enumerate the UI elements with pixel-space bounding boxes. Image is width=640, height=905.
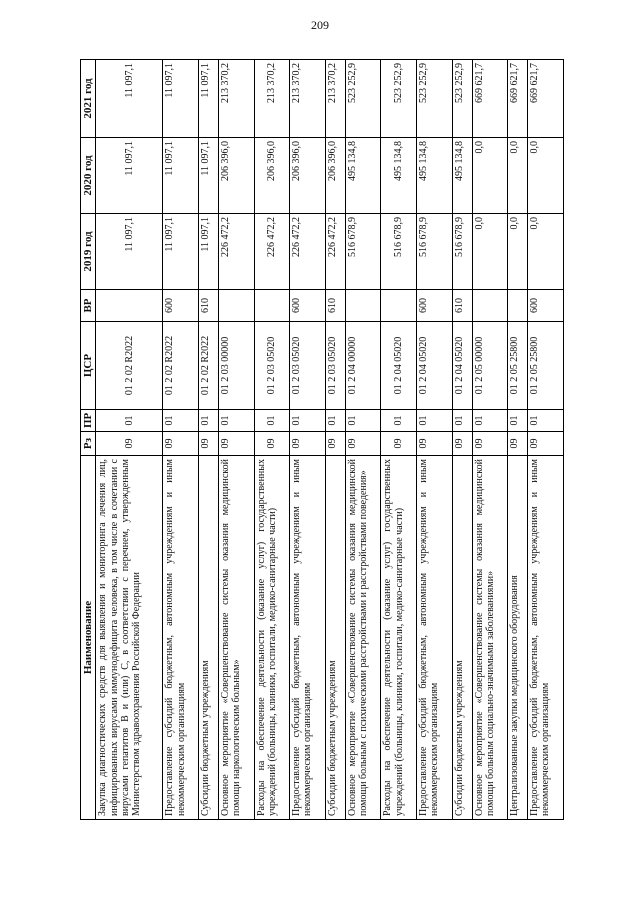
row-rz: 09 [96, 432, 163, 456]
row-vr [218, 290, 254, 322]
row-2021: 213 370,2 [218, 60, 254, 138]
table-row [96, 60, 163, 820]
row-2019: 226 472,2 [325, 214, 345, 290]
row-name: Предоставление субсидий бюджетным, автономным учреждениям и иным некоммерческим организациям [417, 456, 453, 820]
row-2021: 669 621,7 [508, 60, 528, 138]
row-vr [381, 290, 417, 322]
row-2019: 11 097,1 [163, 214, 199, 290]
table-row [290, 60, 326, 820]
header-cell: ПР [81, 410, 96, 432]
row-2019: 516 678,9 [381, 214, 417, 290]
row-2020: 0,0 [508, 138, 528, 214]
row-2021: 669 621,7 [472, 60, 508, 138]
header-cell: 2020 год [81, 138, 96, 214]
row-csr: 01 2 04 00000 [345, 322, 381, 410]
row-name: Субсидии бюджетным учреждениям [452, 456, 472, 820]
row-2020: 206 396,0 [218, 138, 254, 214]
row-name: Основное мероприятие «Совершенствование системы оказания медицинской помощи наркологическим больным» [218, 456, 254, 820]
row-vr: 600 [163, 290, 199, 322]
row-pr: 01 [96, 410, 163, 432]
table-row [345, 60, 381, 820]
header-cell: 2021 год [81, 60, 96, 138]
row-2021: 213 370,2 [325, 60, 345, 138]
row-csr: 01 2 03 05020 [325, 322, 345, 410]
row-csr: 01 2 02 R2022 [163, 322, 199, 410]
row-name: Основное мероприятие «Совершенствование системы оказания медицинской помощи больным социально-значимыми заболеваниями» [472, 456, 508, 820]
row-pr: 01 [417, 410, 453, 432]
row-vr: 610 [199, 290, 219, 322]
row-2020: 495 134,8 [381, 138, 417, 214]
row-pr: 01 [254, 410, 290, 432]
row-pr: 01 [472, 410, 508, 432]
row-pr: 01 [452, 410, 472, 432]
row-vr [345, 290, 381, 322]
row-name: Предоставление субсидий бюджетным, автономным учреждениям и иным некоммерческим организациям [290, 456, 326, 820]
row-2019: 226 472,2 [218, 214, 254, 290]
row-pr: 01 [163, 410, 199, 432]
row-name: Субсидии бюджетным учреждениям [325, 456, 345, 820]
row-2020: 206 396,0 [254, 138, 290, 214]
row-vr: 610 [452, 290, 472, 322]
row-pr: 01 [218, 410, 254, 432]
row-2021: 523 252,9 [345, 60, 381, 138]
row-csr: 01 2 05 25800 [508, 322, 528, 410]
row-csr: 01 2 03 05020 [290, 322, 326, 410]
row-vr: 600 [290, 290, 326, 322]
row-rz: 09 [199, 432, 219, 456]
row-2021: 669 621,7 [528, 60, 564, 138]
row-rz: 09 [381, 432, 417, 456]
row-vr: 600 [528, 290, 564, 322]
row-rz: 09 [254, 432, 290, 456]
row-2020: 11 097,1 [199, 138, 219, 214]
row-vr [472, 290, 508, 322]
page-number: 209 [311, 18, 329, 32]
row-rz: 09 [417, 432, 453, 456]
header-cell: ЦСР [81, 322, 96, 410]
row-csr: 01 2 03 05020 [254, 322, 290, 410]
table-row [528, 60, 564, 820]
row-name: Расходы на обеспечение деятельности (оказание услуг) государственных учреждений (больницы, клиники, госпитали, медико-санитарные части) [254, 456, 290, 820]
row-rz: 09 [325, 432, 345, 456]
header-cell: ВР [81, 290, 96, 322]
row-rz: 09 [218, 432, 254, 456]
row-2021: 11 097,1 [163, 60, 199, 138]
row-pr: 01 [381, 410, 417, 432]
row-name: Субсидии бюджетным учреждениям [199, 456, 219, 820]
table-row [508, 60, 528, 820]
row-2019: 226 472,2 [254, 214, 290, 290]
row-2021: 213 370,2 [290, 60, 326, 138]
row-vr [508, 290, 528, 322]
row-name: Расходы на обеспечение деятельности (оказание услуг) государственных учреждений (больницы, клиники, госпитали, медико-санитарные части) [381, 456, 417, 820]
row-2020: 11 097,1 [96, 138, 163, 214]
row-name: Закупка диагностических средств для выявления и мониторинга лечения лиц, инфицированных вирусами иммунодефицита человека, в том числе в сочетании с вирусами гепатитов В и (или) С, в соответствии с перечнем, утвержденным Министерством здравоохранения Российской Федерации [96, 456, 163, 820]
row-2020: 495 134,8 [417, 138, 453, 214]
row-name: Централизованные закупки медицинского оборудования [508, 456, 528, 820]
row-2021: 213 370,2 [254, 60, 290, 138]
table-row [417, 60, 453, 820]
table-row [218, 60, 254, 820]
row-csr: 01 2 02 R2022 [199, 322, 219, 410]
row-csr: 01 2 04 05020 [452, 322, 472, 410]
row-name: Предоставление субсидий бюджетным, автономным учреждениям и иным некоммерческим организациям [163, 456, 199, 820]
row-2021: 11 097,1 [96, 60, 163, 138]
table-row [254, 60, 290, 820]
row-2020: 206 396,0 [290, 138, 326, 214]
budget-table [80, 59, 564, 820]
row-rz: 09 [345, 432, 381, 456]
row-pr: 01 [345, 410, 381, 432]
row-2019: 516 678,9 [452, 214, 472, 290]
row-2019: 516 678,9 [345, 214, 381, 290]
row-2020: 206 396,0 [325, 138, 345, 214]
row-pr: 01 [325, 410, 345, 432]
row-pr: 01 [528, 410, 564, 432]
row-2021: 523 252,9 [417, 60, 453, 138]
row-2020: 495 134,8 [452, 138, 472, 214]
row-2020: 0,0 [528, 138, 564, 214]
row-pr: 01 [199, 410, 219, 432]
row-2020: 495 134,8 [345, 138, 381, 214]
row-pr: 01 [508, 410, 528, 432]
row-2019: 0,0 [472, 214, 508, 290]
row-2021: 523 252,9 [381, 60, 417, 138]
rotated-table-container [80, 60, 564, 820]
header-cell: 2019 год [81, 214, 96, 290]
row-rz: 09 [472, 432, 508, 456]
row-vr: 600 [417, 290, 453, 322]
row-csr: 01 2 05 25800 [528, 322, 564, 410]
table-row [163, 60, 199, 820]
row-2019: 0,0 [528, 214, 564, 290]
row-2019: 226 472,2 [290, 214, 326, 290]
row-name: Основное мероприятие «Совершенствование системы оказания медицинской помощи больным с психическими расстройствами и расстройствами поведения» [345, 456, 381, 820]
header-row [81, 60, 96, 820]
row-rz: 09 [290, 432, 326, 456]
table-row [325, 60, 345, 820]
row-2019: 11 097,1 [96, 214, 163, 290]
row-2021: 523 252,9 [452, 60, 472, 138]
row-pr: 01 [290, 410, 326, 432]
row-vr [254, 290, 290, 322]
row-rz: 09 [163, 432, 199, 456]
row-rz: 09 [452, 432, 472, 456]
row-2020: 0,0 [472, 138, 508, 214]
row-2019: 0,0 [508, 214, 528, 290]
header-cell: Наименование [81, 456, 96, 820]
row-vr [96, 290, 163, 322]
row-2020: 11 097,1 [163, 138, 199, 214]
row-rz: 09 [508, 432, 528, 456]
header-cell: Рз [81, 432, 96, 456]
row-csr: 01 2 02 R2022 [96, 322, 163, 410]
row-2019: 516 678,9 [417, 214, 453, 290]
row-rz: 09 [528, 432, 564, 456]
row-csr: 01 2 04 05020 [417, 322, 453, 410]
row-2019: 11 097,1 [199, 214, 219, 290]
table-row [472, 60, 508, 820]
row-name: Предоставление субсидий бюджетным, автономным учреждениям и иным некоммерческим организациям [528, 456, 564, 820]
row-csr: 01 2 05 00000 [472, 322, 508, 410]
row-csr: 01 2 03 00000 [218, 322, 254, 410]
row-csr: 01 2 04 05020 [381, 322, 417, 410]
row-vr: 610 [325, 290, 345, 322]
table-row [452, 60, 472, 820]
row-2021: 11 097,1 [199, 60, 219, 138]
table-row [199, 60, 219, 820]
table-row [381, 60, 417, 820]
